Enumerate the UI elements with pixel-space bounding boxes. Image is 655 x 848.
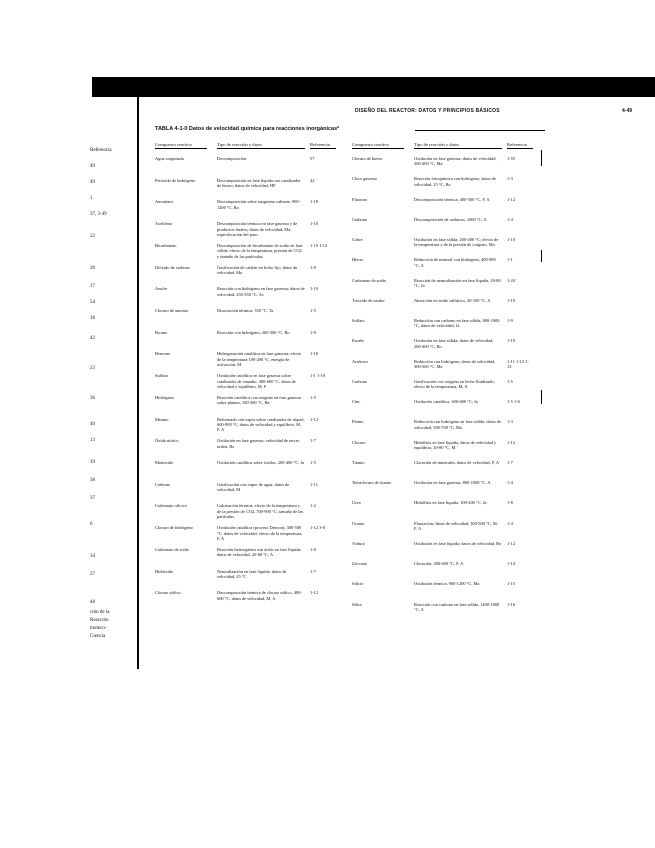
reference-cell: 1-1 1-10 <box>310 373 325 379</box>
left-reference-entry: Referencia <box>90 148 112 153</box>
right-margin-rule <box>541 150 542 166</box>
col-header-reference: Referencia <box>507 142 533 149</box>
reaction-cell: Descomposición <box>217 156 247 161</box>
compound-cell: Carbonato de sodio <box>352 277 387 283</box>
reference-cell: 1-11 <box>310 481 318 487</box>
compound-cell: Sulfato <box>352 318 365 324</box>
reference-cell: 1-10 <box>310 286 319 292</box>
table-left-half <box>155 142 340 612</box>
reaction-cell: Oxidación en fase sólida; datos de velocidad, 200-400 °C, Bo <box>414 338 494 349</box>
reference-cell: 1-8 <box>310 264 316 270</box>
right-margin-rule <box>541 390 542 404</box>
reference-cell: 1-9 <box>507 318 513 324</box>
reaction-cell: Reacción con hidrógeno, 200-300 °C, Bo <box>217 329 290 335</box>
reaction-cell: Descomposición en fase líquida con catalizador de hierro; datos de velocidad, HF <box>217 177 301 189</box>
reference-cell: 1-10 <box>507 338 516 344</box>
compound-cell: Benceno <box>155 351 171 357</box>
left-reference-entry: 32 <box>90 234 95 239</box>
compound-cell: Fluoruro <box>352 196 368 202</box>
compound-cell: Zirconio <box>352 561 368 567</box>
reaction-cell: Absorción en ácido sulfúrico, 20-100 °C, A <box>414 297 491 303</box>
reaction-cell: Reducción con carbono en fase sólida, 800-1000 °C, datos de velocidad, Ja <box>414 318 500 329</box>
reaction-cell: Oxidación en fase gaseosa; velocidad de tercer orden, Bo <box>217 438 300 449</box>
left-reference-entry: 18 <box>90 316 95 321</box>
compound-cell: Sulfuro <box>155 373 169 379</box>
compound-cell: Carbonato cálcico <box>155 503 187 509</box>
reaction-cell: Fluoración; datos de velocidad, 300-500 °C, M, F, A <box>414 520 498 532</box>
compound-cell: Clorato sódico <box>155 590 181 596</box>
compound-cell: Hierro <box>352 257 364 263</box>
reaction-cell: Reducción con hidrógeno; datos de velocidad, 300-500 °C, Ma <box>414 358 496 369</box>
left-reference-entry: 23 <box>90 366 95 371</box>
reference-cell: 1-4 <box>507 520 513 526</box>
reference-cell: 1-7 <box>310 438 316 444</box>
reaction-cell: Oxidación catalítica, 400-600 °C, Ja <box>414 399 478 405</box>
reaction-cell: Reacción con carbono en fase sólida, 1400-1800 °C, A <box>414 601 500 613</box>
reaction-cell: Oxidación térmica, 900-1200 °C, Ma <box>414 581 480 587</box>
reaction-cell: Reducción con hidrógeno en fase sólida; datos de velocidad, 500-700 °C, Ma <box>414 419 501 430</box>
compound-cell: Bicarbonato <box>155 242 177 248</box>
reference-cell: 1-10 <box>507 297 516 303</box>
left-reference-entry: 49 <box>90 164 95 169</box>
compound-cell: Titanio <box>352 459 365 465</box>
left-reference-entry: 37 <box>90 496 95 501</box>
compound-cell: Estaño <box>352 338 364 344</box>
compound-cell: Urea <box>352 500 361 506</box>
reaction-cell: Gasificación de carbón en lecho fijo, datos de velocidad, Ma <box>217 264 298 275</box>
compound-cell: Tetracloruro de titanio <box>352 480 392 486</box>
reaction-cell: Reacción de neutralización en fase líquida, 20-80 °C, Ja <box>414 277 501 288</box>
top-black-bar <box>92 77 655 97</box>
left-reference-entry: 6 <box>90 522 93 527</box>
reaction-cell: Oxidación catalítica en fase gaseosa sobre catalizador de vanadio, 400-600 °C, datos de velocidad y equilibrio, M, F <box>217 373 296 389</box>
compound-cell: Bromo <box>155 329 168 335</box>
title-rule <box>415 130 545 131</box>
reaction-cell: Hidrólisis en fase líquida, 100-200 °C, Ja <box>414 500 487 506</box>
reference-cell: 1-12 3-8 <box>310 525 325 531</box>
reference-cell: 1-10 <box>310 221 319 227</box>
reference-cell: 1-10 <box>507 237 516 243</box>
reference-cell: 1-12 <box>507 439 516 445</box>
left-reference-entry: ción de la <box>90 610 110 615</box>
col-header-reaction: Tipo de reacción y datos <box>414 142 502 149</box>
running-head: DISEÑO DEL REACTOR: DATOS Y PRINCIPIOS BÁSICOS <box>355 108 500 114</box>
reference-cell: 1-8 <box>310 546 316 552</box>
reaction-cell: Descomposición térmica de clorato sódico, 400-600 °C, datos de velocidad, M, A <box>217 590 302 601</box>
reference-cell: 1-5 <box>507 378 513 384</box>
table-right-half <box>352 142 537 622</box>
reference-cell: 1-4 <box>507 480 513 486</box>
table-title: TABLA 4-1-0 Datos de velocidad química para reacciones inorgánicas* <box>155 126 340 132</box>
reaction-cell: Hidrólisis en fase líquida, datos de velocidad y equilibrio, 20-80 °C, M <box>414 439 497 451</box>
compound-cell: Carbono <box>155 481 171 487</box>
left-reference-entry: 20 <box>90 266 95 271</box>
reference-cell: 1-3 <box>507 419 513 425</box>
reaction-cell: Gasificación con oxígeno en lecho fluidizado, efecto de la temperatura, M, A <box>414 378 495 390</box>
compound-cell: Acetileno <box>155 221 173 227</box>
col-header-compound: Compuesto reactivo <box>155 142 207 149</box>
compound-cell: Cloruro <box>352 439 366 445</box>
left-reference-entry: 19 <box>90 460 95 465</box>
reference-cell: 1-1 <box>507 257 513 263</box>
left-reference-entry: 37, 3-49 <box>90 212 107 217</box>
compound-cell: Carbonato de sodio <box>155 546 190 552</box>
reference-cell: 1-3 <box>507 176 513 182</box>
page-number: 4-49 <box>622 108 633 114</box>
compound-cell: Cloruro de amonio <box>155 308 189 313</box>
reference-cell: 42 <box>310 177 315 183</box>
compound-cell: Cloro gaseoso <box>352 176 377 182</box>
reaction-cell: Reacción con hidrógeno en fase gaseosa; datos de velocidad, 250-350 °C, As <box>217 286 305 297</box>
compound-cell: Uranio <box>352 520 365 526</box>
compound-cell: Hidrógeno <box>155 394 174 400</box>
reaction-cell: Oxidación en fase sólida, 200-400 °C; efecto de la temperatura y de la presión de oxígeno, Ma <box>414 237 499 248</box>
compound-cell: Plomo <box>352 419 364 425</box>
left-reference-entry: 27 <box>90 572 95 577</box>
compound-cell: Yoduro <box>352 540 365 546</box>
col-header-compound: Compuesto reactivo <box>352 142 404 149</box>
reaction-cell: Oxidación catalítica (proceso Deacon), 300-500 °C, datos de velocidad; efecto de la temperatura, F, A <box>217 525 303 541</box>
reference-cell: 1-12 <box>310 590 319 596</box>
reaction-cell: Neutralización en fase líquida; datos de velocidad, 25 °C <box>217 568 287 579</box>
reaction-cell: Reacción catalítica con oxígeno en fase gaseosa sobre platino, 100-300 °C, Ba <box>217 394 302 406</box>
reaction-cell: Reformado con vapor sobre catalizador de níquel, 600-900 °C; datos de velocidad y equilibrio, M, F, A <box>217 416 305 433</box>
page-gutter-line <box>137 97 139 669</box>
left-reference-entry: molecu- <box>90 626 107 631</box>
reference-cell: 1-12 <box>507 540 516 546</box>
left-reference-entry: 40 <box>90 422 95 427</box>
reference-cell: 1-18 <box>310 199 319 205</box>
reaction-cell: Descomposición térmica, 400-500 °C, F, A <box>414 196 490 202</box>
reaction-cell: Reacción fotoquímica con hidrógeno; datos de velocidad, 25 °C, Bo <box>414 176 496 187</box>
compound-cell: Peróxido de hidrógeno <box>155 177 195 183</box>
reaction-cell: Descomposición térmica en fase gaseosa y de productos finales; datos de velocidad, Ma; especificación del paso <box>217 221 298 237</box>
compound-cell: Sílice <box>352 601 362 607</box>
compound-cell: Monóxido <box>155 460 174 465</box>
reaction-cell: Oxidación en fase gaseosa, 800-1000 °C, A <box>414 480 491 486</box>
reference-cell: 1-15 <box>507 581 516 587</box>
reference-cell: 57 <box>310 156 315 161</box>
left-reference-entry: 34 <box>90 554 95 559</box>
compound-cell: Metano <box>155 416 169 422</box>
left-reference-entry: 13 <box>90 438 95 443</box>
reaction-cell: Cloración, 400-600 °C, F, A <box>414 561 464 567</box>
compound-cell: Arsénico <box>352 358 368 364</box>
compound-cell: Óxido nítrico <box>155 438 179 444</box>
left-reference-entry: 49 <box>90 180 95 185</box>
compound-cell: Cinc <box>352 399 361 405</box>
reaction-cell: Cloración de minerales, datos de velocidad, F, A <box>414 459 499 465</box>
reference-cell: 1-9 <box>310 329 316 335</box>
reference-cell: 1-12 <box>310 416 319 422</box>
reference-cell: 1-8 <box>507 500 513 506</box>
reference-cell: 1-7 <box>507 459 513 465</box>
reference-cell: 1-14 <box>507 561 516 567</box>
reaction-cell: Descomposición de bicarbonato de sodio en fase sólida, efecto de la temperatura, presión de CO2 y tamaño de las partículas <box>217 242 303 259</box>
left-reference-entry: 1 <box>90 196 93 201</box>
col-header-reference: Referencia <box>310 142 336 149</box>
compound-cell: Carbono <box>352 216 368 222</box>
reference-cell: 1-10 <box>310 351 319 357</box>
reference-cell: 1-7 <box>310 568 316 574</box>
left-reference-entry: 54 <box>90 300 95 305</box>
left-reference-entry: 17 <box>90 284 95 289</box>
reference-cell: 1-5 <box>310 308 316 313</box>
compound-cell: Amoníaco <box>155 199 174 205</box>
compound-cell: Silicio <box>352 581 364 587</box>
reference-cell: 1-10 1-12 <box>310 242 328 248</box>
reference-cell: 1-5 <box>310 394 316 400</box>
compound-cell: Trióxido de azufre <box>352 297 385 303</box>
compound-cell: Hidróxido <box>155 568 174 574</box>
reference-cell: 1-16 <box>507 601 516 607</box>
reaction-cell: Hidrogenación catalítica en fase gaseosa; efecto de la temperatura 100-200 °C, energía de activación, M <box>217 351 302 368</box>
reaction-cell: Oxidación en fase líquida; datos de velocidad, Bo <box>414 540 502 546</box>
compound-cell: Dióxido de carbono <box>155 264 190 270</box>
reference-cell: 1-55 <box>507 156 516 161</box>
left-reference-entry: 48 <box>90 600 95 605</box>
reaction-cell: Descomposición sobre tungsteno caliente, 900-1200 °C, Ra <box>217 199 301 210</box>
reaction-cell: Disociación térmica, 350 °C, Ta <box>217 308 274 313</box>
left-reference-entry: Reacción <box>90 618 109 623</box>
reference-cell: 1-24 <box>507 277 516 283</box>
compound-cell: Agua oxigenada <box>155 156 184 161</box>
reference-cell: 1-5 1-6 <box>507 399 520 405</box>
reaction-cell: Gasificación con vapor de agua; datos de velocidad, M <box>217 481 290 493</box>
compound-cell: Cobre <box>352 237 363 243</box>
reference-cell: 1-12 <box>507 196 516 202</box>
reaction-cell: Oxidación en fase gaseosa; datos de velocidad, 300-400 °C, Ma <box>414 156 497 167</box>
reaction-cell: Reacción heterogénea con ácido en fase líquida; datos de velocidad, 20-60 °C, A <box>217 546 302 558</box>
compound-cell: Azufre <box>155 286 168 292</box>
left-reference-entry: 36 <box>90 396 95 401</box>
left-reference-entry: Ciencia <box>90 634 106 639</box>
left-reference-entry: 42 <box>90 336 95 341</box>
reaction-cell: Calcinación térmica; efecto de la temperatura y de la presión de CO2, 700-900 °C; tamaño de las partículas <box>217 503 304 520</box>
reference-cell: 1-5 <box>310 460 316 465</box>
reference-cell: 1-2 <box>310 503 316 509</box>
compound-cell: Cloruro de hidrógeno <box>155 525 193 531</box>
reference-cell: 1-4 <box>507 216 513 222</box>
compound-cell: Cloruro de hierro <box>352 156 383 161</box>
compound-cell: Carbono <box>352 378 368 384</box>
right-margin-rule <box>541 250 542 262</box>
col-header-reaction: Tipo de reacción y datos <box>217 142 305 149</box>
reaction-cell: Reducción de mineral con hidrógeno, 400-900 °C, A <box>414 257 496 268</box>
reference-cell: 1-11 1-12 1-13 <box>507 358 529 369</box>
reaction-cell: Oxidación catalítica sobre óxidos, 200-400 °C, Ja <box>217 460 305 465</box>
left-reference-entry: 38 <box>90 478 95 483</box>
reaction-cell: Descomposición de carburos, 1000 °C, A <box>414 216 487 222</box>
